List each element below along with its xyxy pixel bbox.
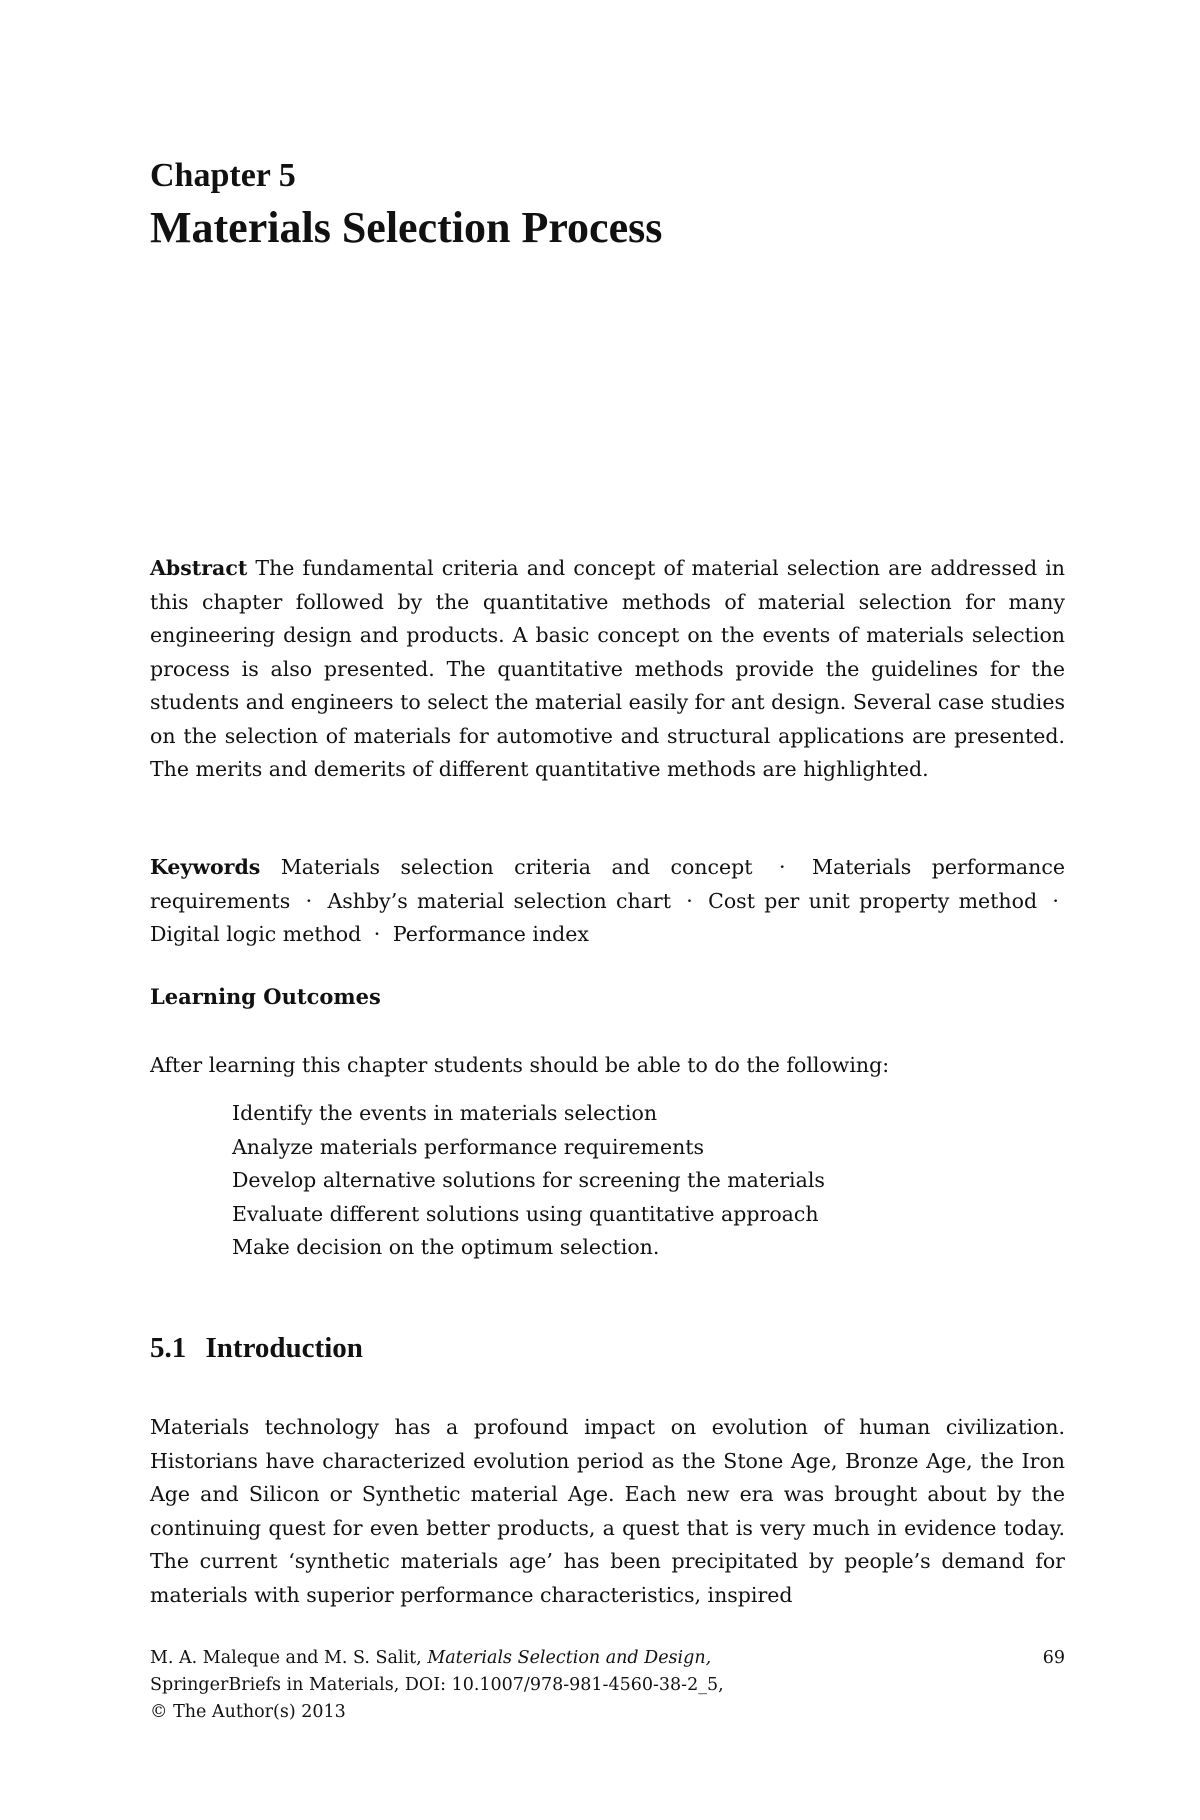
footer xyxy=(150,1645,1065,1726)
keyword-separator: · xyxy=(686,888,693,913)
learning-outcomes-list xyxy=(232,1097,825,1265)
keyword-separator: · xyxy=(305,888,313,913)
footer-citation xyxy=(150,1645,1065,1672)
list-item: Make decision on the optimum selection. xyxy=(232,1235,660,1259)
keyword: Materials performance requirements xyxy=(150,855,1065,913)
learning-outcomes-heading: Learning Outcomes xyxy=(150,984,381,1009)
keyword-separator: · xyxy=(778,855,786,879)
section-title: Introduction xyxy=(205,1332,363,1364)
keyword: Materials selection criteria and concept xyxy=(280,855,753,879)
footer-copyright: © The Author(s) 2013 xyxy=(150,1702,346,1722)
list-item: Develop alternative solutions for screening the materials xyxy=(232,1168,825,1192)
footer-book-title: Materials Selection and Design, xyxy=(427,1648,712,1668)
chapter-number: Chapter 5 xyxy=(150,157,296,194)
section-number: 5.1 xyxy=(150,1332,187,1364)
section-heading xyxy=(150,1330,363,1366)
footer-series-doi: SpringerBriefs in Materials, DOI: 10.1007/978-981-4560-38-2_5, xyxy=(150,1675,724,1695)
footer-authors: M. A. Maleque and M. S. Salit, xyxy=(150,1648,422,1668)
list-item: Identify the events in materials selection xyxy=(232,1101,658,1125)
list-item: Analyze materials performance requirements xyxy=(232,1134,705,1159)
keyword: Digital logic method xyxy=(150,922,362,946)
abstract xyxy=(150,552,1065,787)
abstract-label: Abstract xyxy=(150,556,248,580)
keyword: Cost per unit property method xyxy=(708,888,1038,913)
abstract-text: The fundamental criteria and concept of material selection are addressed in this chapter followed by the quantitative methods of material selection for many engineering design and products. A basic concept on the events of materials selection process is also presented. The quantitative methods provide the guidelines for the students and engineers to select the material easily for ant design. Several case studies on the selection of materials for automotive and structural applications are presented. The merits and demerits of different quantitative methods are highlighted. xyxy=(150,556,1065,781)
keyword: Ashby’s material selection chart xyxy=(327,888,671,913)
page-number: 69 xyxy=(1042,1648,1065,1668)
keywords xyxy=(150,851,1065,952)
keyword-separator: · xyxy=(1052,888,1059,913)
keyword: Performance index xyxy=(392,922,589,946)
keywords-label: Keywords xyxy=(150,855,261,879)
introduction-text: Materials technology has a profound impact on evolution of human civilization. Historians have characterized evolution period as the Stone Age, Bronze Age, the Iron Age and Silicon or Synthetic material Age. Each new era was brought about by the continuing quest for even better products, a quest that is very much in evidence today. The current ‘synthetic materials age’ has been precipitated by people’s demand for materials with superior performance characteristics, inspired xyxy=(150,1415,1065,1607)
learning-outcomes-intro: After learning this chapter students should be able to do the following: xyxy=(150,1053,890,1077)
keyword-separator: · xyxy=(373,922,381,946)
chapter-title: Materials Selection Process xyxy=(150,203,663,252)
list-item: Evaluate different solutions using quantitative approach xyxy=(232,1201,819,1226)
